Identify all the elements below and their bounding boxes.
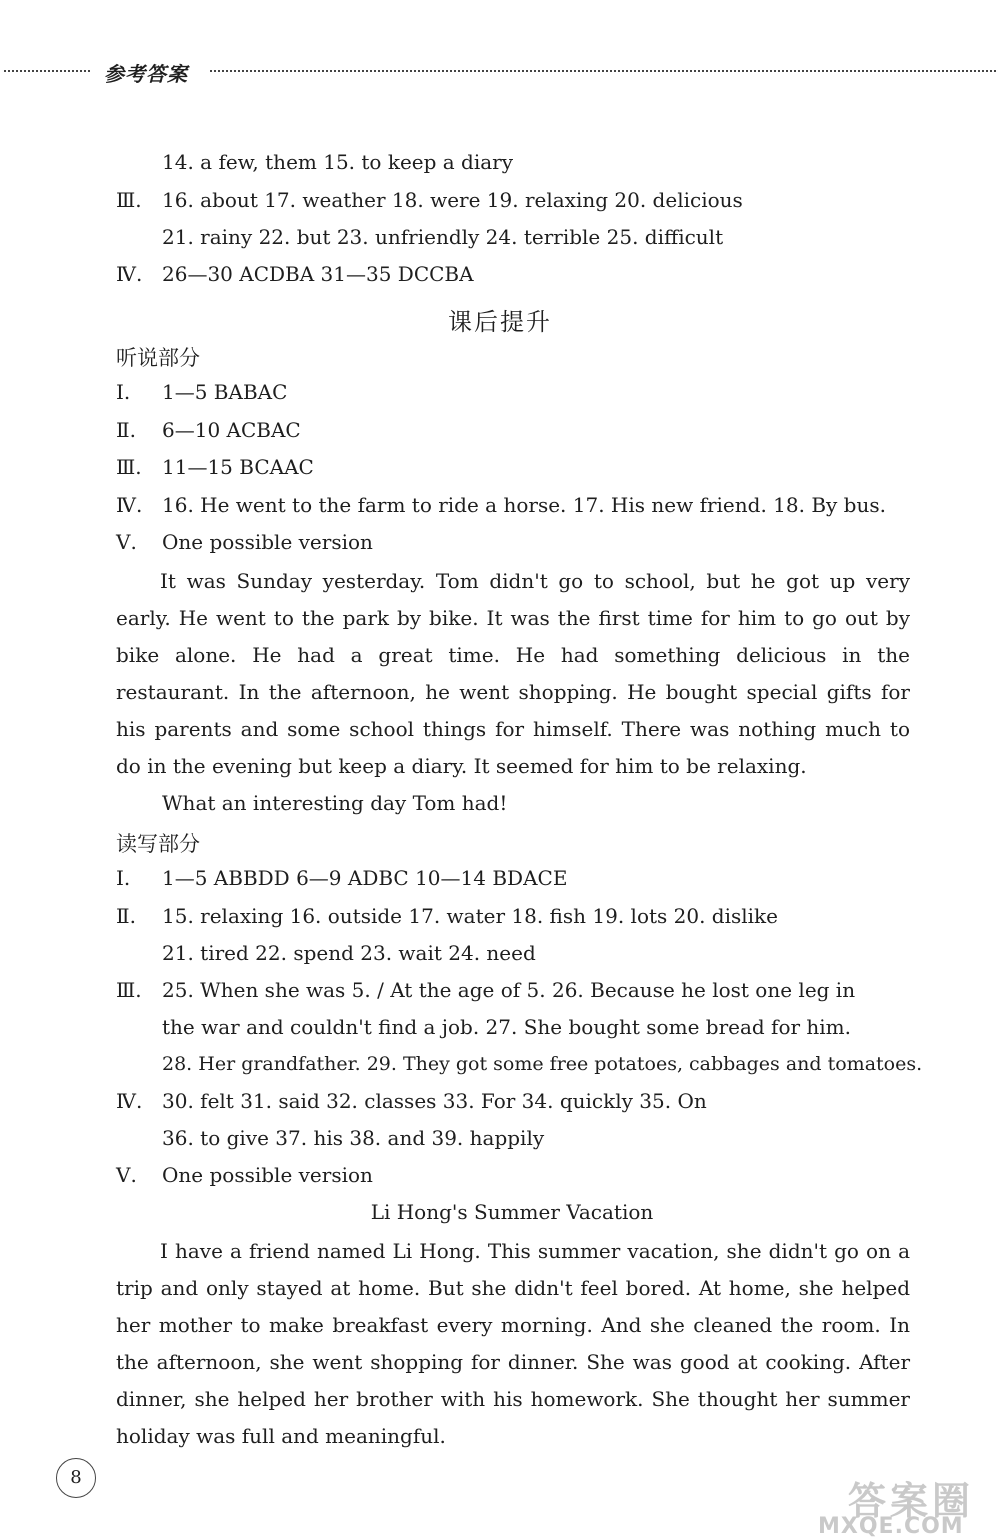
listening-label-v: Ⅴ.	[116, 530, 137, 554]
reading-answer-iv-line2: 36. to give 37. his 38. and 39. happily	[162, 1126, 545, 1150]
reading-answer-iii-line3: 28. Her grandfather. 29. They got some free potatoes, cabbages and tomatoes.	[162, 1053, 923, 1075]
watermark-text-bottom: MXQE.COM	[818, 1514, 964, 1539]
listening-label-iv: Ⅳ.	[116, 493, 143, 517]
listening-essay: It was Sunday yesterday. Tom didn't go to school, but he got up very early. He went to the park by bike. It was the first time for him to go out by bike alone. He had a great time. He had something delicious in the restaurant. In the afternoon, he went shopping. He bought special gifts for his parents and some school things for himself. There was nothing much to do in the evening but keep a diary. It seemed for him to be relaxing.	[116, 569, 910, 778]
answer-line-26-35: 26—30 ACDBA 31—35 DCCBA	[162, 262, 474, 286]
answer-line-14-15: 14. a few, them 15. to keep a diary	[162, 150, 514, 174]
listening-label-i: Ⅰ.	[116, 380, 131, 404]
reading-answer-i: 1—5 ABBDD 6—9 ADBC 10—14 BDACE	[162, 866, 568, 890]
section-label-iv: Ⅳ.	[116, 262, 143, 286]
header-dotted-rule-left	[4, 70, 90, 72]
listening-answer-iii: 11—15 BCAAC	[162, 455, 314, 479]
listening-answer-ii: 6—10 ACBAC	[162, 418, 301, 442]
reading-answer-iii-line2: the war and couldn't find a job. 27. She bought some bread for him.	[162, 1015, 852, 1039]
answer-line-16-20: 16. about 17. weather 18. were 19. relaxing 20. delicious	[162, 188, 743, 212]
watermark-logo	[818, 1470, 1000, 1539]
section-title: 课后提升	[448, 308, 552, 336]
page-header	[0, 58, 1000, 88]
listening-label-ii: Ⅱ.	[116, 418, 136, 442]
essay-title: Li Hong's Summer Vacation	[370, 1200, 654, 1224]
listening-section-title: 听说部分	[116, 346, 200, 370]
reading-label-v: Ⅴ.	[116, 1163, 137, 1187]
page-number: 8	[56, 1458, 96, 1498]
reading-answer-iii-line1: 25. When she was 5. / At the age of 5. 26. Because he lost one leg in	[162, 978, 856, 1002]
reading-essay: I have a friend named Li Hong. This summer vacation, she didn't go on a trip and only stayed at home. But she didn't feel bored. At home, she helped her mother to make breakfast every morning. And she cleaned the room. In the afternoon, she went shopping for dinner. She was good at cooking. After dinner, she helped her brother with his homework. She thought her summer holiday was full and meaningful.	[116, 1239, 910, 1448]
listening-answer-i: 1—5 BABAC	[162, 380, 288, 404]
header-dotted-rule-right	[210, 70, 996, 72]
reading-answer-v: One possible version	[162, 1163, 373, 1187]
reading-label-ii: Ⅱ.	[116, 904, 136, 928]
header-title: 参考答案	[104, 62, 188, 86]
listening-label-iii: Ⅲ.	[116, 455, 142, 479]
reading-answer-iv-line1: 30. felt 31. said 32. classes 33. For 34. quickly 35. On	[162, 1089, 707, 1113]
listening-essay-closing: What an interesting day Tom had!	[162, 791, 508, 815]
reading-label-iii: Ⅲ.	[116, 978, 142, 1002]
watermark-text-top: 答案圈	[848, 1479, 975, 1523]
reading-label-i: Ⅰ.	[116, 866, 131, 890]
answer-line-21-25: 21. rainy 22. but 23. unfriendly 24. terrible 25. difficult	[162, 225, 724, 249]
reading-answer-ii-line2: 21. tired 22. spend 23. wait 24. need	[162, 941, 536, 965]
reading-section-title: 读写部分	[116, 832, 200, 856]
reading-answer-ii-line1: 15. relaxing 16. outside 17. water 18. fish 19. lots 20. dislike	[162, 904, 779, 928]
section-label-iii: Ⅲ.	[116, 188, 142, 212]
listening-answer-v: One possible version	[162, 530, 373, 554]
reading-label-iv: Ⅳ.	[116, 1089, 143, 1113]
listening-answer-iv: 16. He went to the farm to ride a horse. 17. His new friend. 18. By bus.	[162, 493, 886, 517]
